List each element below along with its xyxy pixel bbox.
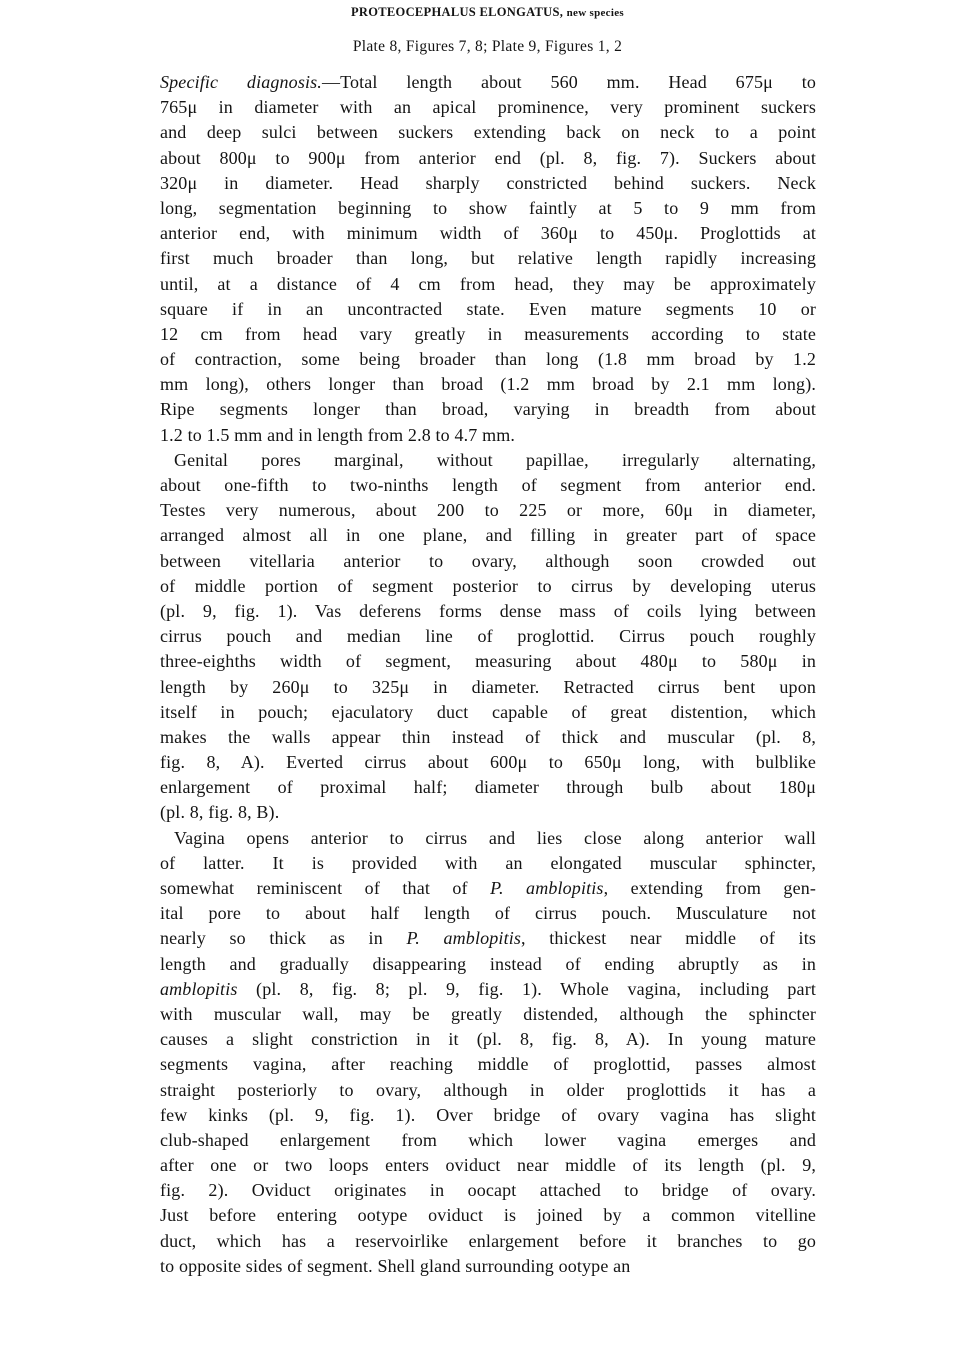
italic-text: P. amblopitis xyxy=(406,928,522,949)
text-line xyxy=(160,70,816,95)
text-line xyxy=(160,599,816,624)
text-line xyxy=(160,347,816,372)
line-text: , extending from gen- xyxy=(603,878,817,898)
line-text: itself in pouch; ejaculatory duct capable of great distention, which xyxy=(160,701,816,722)
line-text: 320μ in diameter. Head sharply constricted behind suckers. Neck xyxy=(160,172,816,193)
text-line xyxy=(160,1229,816,1254)
line-text: and deep sulci between suckers extending back on neck to a point xyxy=(160,122,816,143)
text-line xyxy=(160,1178,816,1203)
line-text: makes the walls appear thin instead of thick and muscular (pl. 8, xyxy=(160,726,816,747)
title-suffix: new species xyxy=(566,7,624,19)
running-title xyxy=(0,5,975,20)
text-line xyxy=(160,120,816,145)
line-text: about one-fifth to two-ninths length of segment from anterior end. xyxy=(160,475,816,495)
line-text: to opposite sides of segment. Shell gland surrounding ootype an xyxy=(160,1255,631,1276)
line-text: duct, which has a reservoirlike enlargement before it branches to go xyxy=(160,1230,816,1251)
line-text: square if in an uncontracted state. Even mature segments 10 or xyxy=(160,298,816,319)
line-text: Vagina opens anterior to cirrus and lies close along anterior wall xyxy=(174,827,816,848)
line-text: mm long), others longer than broad (1.2 mm broad by 2.1 mm long). xyxy=(160,374,816,395)
line-text: enlargement of proximal half; diameter through bulb about 180μ xyxy=(160,777,816,798)
text-line xyxy=(160,649,816,674)
text-line xyxy=(160,1203,816,1228)
line-text: , thickest near middle of its xyxy=(521,928,817,949)
line-text: arranged almost all in one plane, and filling in greater part of space xyxy=(160,525,816,546)
italic-text: amblopitis xyxy=(160,978,238,999)
line-text: Ripe segments longer than broad, varying in breadth from about xyxy=(160,399,816,420)
text-line xyxy=(160,423,816,448)
text-line xyxy=(160,574,816,599)
line-text: few kinks (pl. 9, fig. 1). Over bridge of ovary vagina has slight xyxy=(160,1104,816,1125)
text-line xyxy=(160,95,816,120)
line-text: length and gradually disappearing instead of ending abruptly as in xyxy=(160,953,816,974)
text-line xyxy=(160,800,816,825)
line-text: length by 260μ to 325μ in diameter. Retracted cirrus bent upon xyxy=(160,676,816,697)
text-line xyxy=(160,397,816,422)
text-line xyxy=(160,523,816,548)
text-line xyxy=(160,1153,816,1178)
italic-text: Specific diagnosis. xyxy=(160,72,322,92)
text-line xyxy=(160,1128,816,1153)
line-text: of latter. It is provided with an elongated muscular sphincter, xyxy=(160,852,816,873)
text-line xyxy=(160,498,816,523)
paragraph xyxy=(160,826,816,1279)
line-text: fig. 8, A). Everted cirrus about 600μ to 650μ long, with bulblike xyxy=(160,752,816,773)
line-text: of middle portion of segment posterior to cirrus by developing uterus xyxy=(160,575,816,596)
line-text: after one or two loops enters oviduct near middle of its length (pl. 9, xyxy=(160,1155,816,1176)
paragraph xyxy=(160,448,816,826)
paragraph xyxy=(160,70,816,448)
line-text: three-eighths width of segment, measuring about 480μ to 580μ in xyxy=(160,651,816,672)
text-line xyxy=(160,448,816,473)
text-line xyxy=(160,246,816,271)
line-text: ital pore to about half length of cirrus pouch. Musculature not xyxy=(160,903,816,924)
line-text: (pl. 8, fig. 8; pl. 9, fig. 1). Whole vagina, including part xyxy=(237,978,816,999)
text-line xyxy=(160,473,816,498)
line-text: 1.2 to 1.5 mm and in length from 2.8 to 4.7 mm. xyxy=(160,424,516,445)
text-line xyxy=(160,901,816,926)
text-line xyxy=(160,549,816,574)
title-main: PROTEOCEPHALUS ELONGATUS, xyxy=(351,5,564,19)
text-line xyxy=(160,750,816,775)
line-text: 765μ in diameter with an apical prominence, very prominent suckers xyxy=(160,97,816,118)
text-line xyxy=(160,675,816,700)
text-line xyxy=(160,876,816,901)
line-text: somewhat reminiscent of that of xyxy=(160,878,491,898)
italic-text: P. amblopitis xyxy=(490,878,604,898)
line-text: until, at a distance of 4 cm from head, they may be approximately xyxy=(160,273,816,294)
text-line xyxy=(160,775,816,800)
text-line xyxy=(160,725,816,750)
line-text: of contraction, some being broader than long (1.8 mm broad by 1.2 xyxy=(160,349,816,370)
line-text: straight posteriorly to ovary, although in older proglottids it has a xyxy=(160,1079,816,1100)
line-text: first much broader than long, but relative length rapidly increasing xyxy=(160,248,816,269)
line-text: about 800μ to 900μ from anterior end (pl. 8, fig. 7). Suckers about xyxy=(160,147,816,168)
text-line xyxy=(160,851,816,876)
text-line xyxy=(160,196,816,221)
line-text: —Total length about 560 mm. Head 675μ to xyxy=(321,72,816,92)
line-text: long, segmentation beginning to show faintly at 5 to 9 mm from xyxy=(160,197,816,218)
text-line xyxy=(160,372,816,397)
text-line xyxy=(160,624,816,649)
line-text: (pl. 8, fig. 8, B). xyxy=(160,802,280,823)
line-text: with muscular wall, may be greatly distended, although the sphincter xyxy=(160,1003,816,1024)
line-text: cirrus pouch and median line of proglottid. Cirrus pouch roughly xyxy=(160,626,816,647)
line-text: Just before entering ootype oviduct is joined by a common vitelline xyxy=(160,1205,816,1226)
line-text: nearly so thick as in xyxy=(160,928,407,949)
line-text: segments vagina, after reaching middle of proglottid, passes almost xyxy=(160,1054,816,1075)
text-line xyxy=(160,1103,816,1128)
text-line xyxy=(160,171,816,196)
text-line xyxy=(160,926,816,951)
text-line xyxy=(160,952,816,977)
line-text: Testes very numerous, about 200 to 225 or more, 60μ in diameter, xyxy=(160,500,816,521)
text-line xyxy=(160,1027,816,1052)
text-line xyxy=(160,322,816,347)
text-line xyxy=(160,1078,816,1103)
text-line xyxy=(160,221,816,246)
text-line xyxy=(160,826,816,851)
line-text: causes a slight constriction in it (pl. 8, fig. 8, A). In young mature xyxy=(160,1029,816,1050)
text-line xyxy=(160,272,816,297)
text-line xyxy=(160,1052,816,1077)
line-text: anterior end, with minimum width of 360μ to 450μ. Proglottids at xyxy=(160,223,816,244)
line-text: fig. 2). Oviduct originates in oocapt attached to bridge of ovary. xyxy=(160,1180,816,1201)
body-text xyxy=(160,70,816,1279)
line-text: (pl. 9, fig. 1). Vas deferens forms dense mass of coils lying between xyxy=(160,600,816,621)
text-line xyxy=(160,977,816,1002)
line-text: 12 cm from head vary greatly in measurements according to state xyxy=(160,323,816,344)
text-line xyxy=(160,146,816,171)
text-line xyxy=(160,1254,816,1279)
line-text: Genital pores marginal, without papillae, irregularly alternating, xyxy=(174,449,816,470)
text-line xyxy=(160,700,816,725)
plate-reference: Plate 8, Figures 7, 8; Plate 9, Figures 1, 2 xyxy=(352,38,623,55)
line-text: between vitellaria anterior to ovary, although soon crowded out xyxy=(160,550,816,571)
text-line xyxy=(160,297,816,322)
text-line xyxy=(160,1002,816,1027)
line-text: club-shaped enlargement from which lower vagina emerges and xyxy=(160,1129,816,1150)
